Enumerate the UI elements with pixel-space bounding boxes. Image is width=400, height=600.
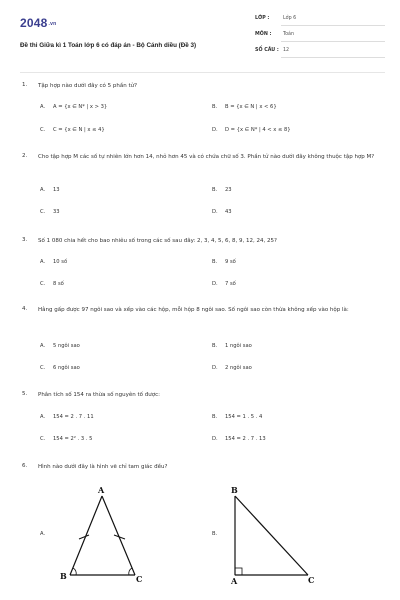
equal-side-tick <box>79 535 89 539</box>
question-number: 6. <box>22 463 28 469</box>
site-logo[interactable]: 2048.vn <box>20 16 57 30</box>
header-divider <box>20 72 385 73</box>
question-number: 4. <box>22 306 28 312</box>
question-stem: Số 1 080 chia hết cho bao nhiêu số trong các số sau đây: 2, 3, 4, 5, 6, 8, 9, 12, 24, 25? <box>38 238 277 244</box>
triangle-side <box>102 496 135 575</box>
question-stem: Phân tích số 154 ra thừa số nguyên tố được: <box>38 392 161 398</box>
question-number: 5. <box>22 391 28 397</box>
angle-arc <box>73 568 76 575</box>
meta-grade-value: Lớp 6 <box>283 16 297 21</box>
angle-arc <box>129 568 132 575</box>
meta-count-value: 12 <box>283 48 290 53</box>
question-stem: Hình nào dưới đây là hình vẽ chỉ tam giác đều? <box>38 464 168 470</box>
meta-grade-key: LỚP : <box>255 16 270 21</box>
vertex-label: C <box>136 574 143 584</box>
meta-subject-key: MÔN : <box>255 32 272 37</box>
triangle-figure-b <box>225 483 325 588</box>
triangle-side <box>70 496 102 575</box>
document-title: Đề thi Giữa kì 1 Toán lớp 6 có đáp án - Bộ Cánh diều (Đề 3) <box>20 42 197 49</box>
vertex-label: B <box>231 485 238 495</box>
triangle-figure-a <box>55 483 165 588</box>
meta-subject-value: Toán <box>283 32 295 37</box>
question-number: 2. <box>22 153 28 159</box>
question-number: 1. <box>22 82 28 88</box>
question-stem: Tập hợp nào dưới đây có 5 phần tử? <box>38 83 138 89</box>
document-header <box>20 10 385 66</box>
vertex-label: C <box>308 575 315 585</box>
question-number: 3. <box>22 237 28 243</box>
meta-count-key: SỐ CÂU : <box>255 48 279 53</box>
vertex-label: B <box>60 571 67 581</box>
vertex-label: A <box>98 485 105 495</box>
question-stem: Cho tập hợp M các số tự nhiên lớn hơn 14, nhỏ hơn 45 và có chứa chữ số 3. Phần tử nào dưới đây không thuộc tập hợp M? <box>38 154 375 160</box>
triangle-side <box>235 496 308 575</box>
vertex-label: A <box>231 576 238 586</box>
question-stem: Hằng gấp được 97 ngôi sao và xếp vào các hộp, mỗi hộp 8 ngôi sao. Số ngôi sao còn thừa không xếp vào hộp là: <box>38 307 349 313</box>
right-angle-mark <box>235 568 242 575</box>
